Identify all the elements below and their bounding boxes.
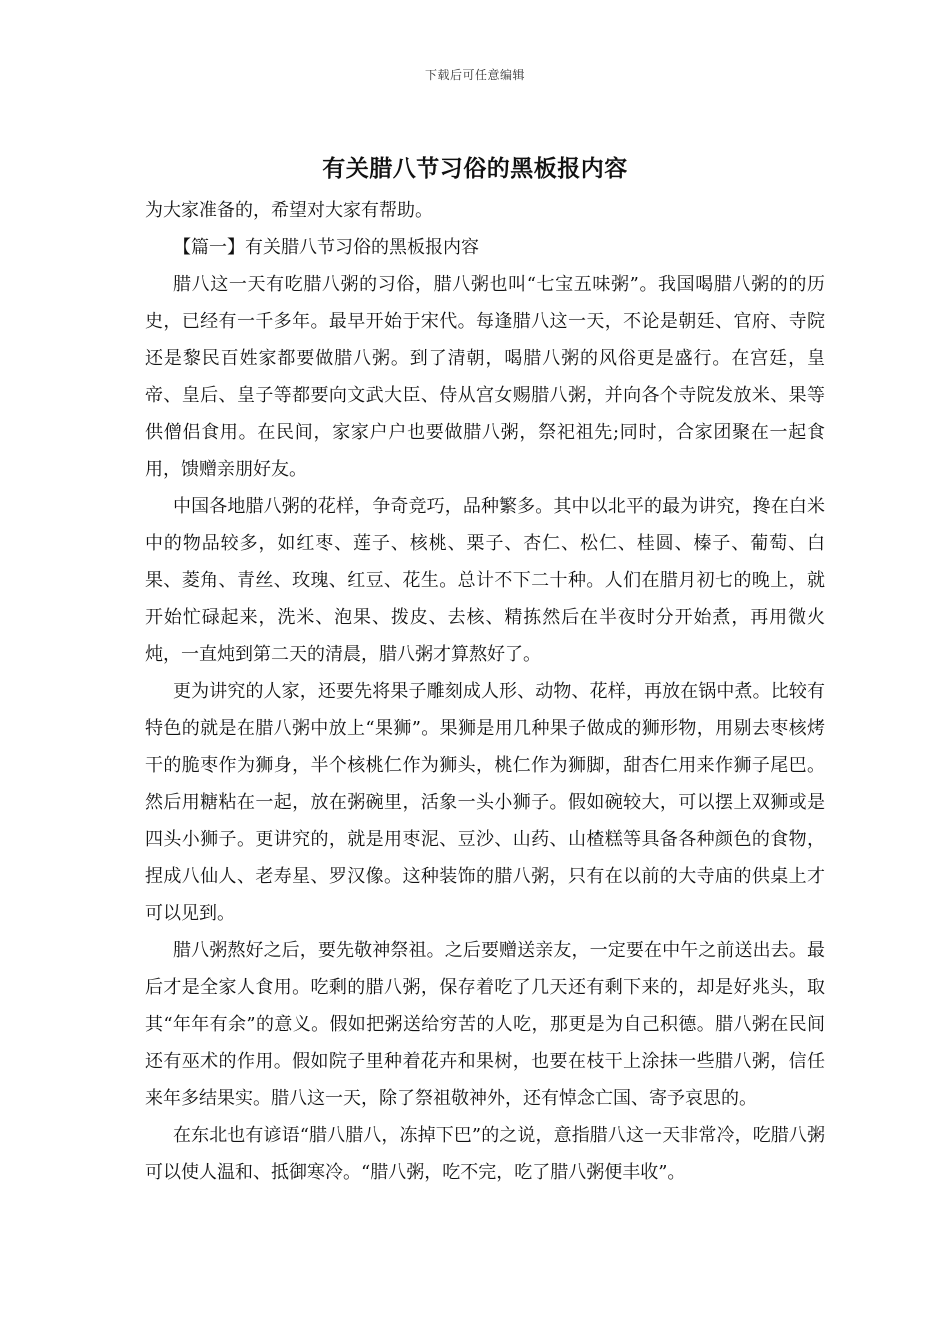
paragraph: 腊八这一天有吃腊八粥的习俗，腊八粥也叫“七宝五味粥”。我国喝腊八粥的的历史，已经有一千多年。最早开始于宋代。每逢腊八这一天，不论是朝廷、官府、寺院还是黎民百姓家都要做腊八粥。到了清朝，喝腊八粥的风俗更是盛行。在宫廷，皇帝、皇后、皇子等都要向文武大臣、侍从宫女赐腊八粥，并向各个寺院发放米、果等供僧侣食用。在民间，家家户户也要做腊八粥，祭祀祖先;同时，合家团聚在一起食用，馈赠亲朋好友。 <box>145 274 825 480</box>
paragraph: 腊八粥熬好之后，要先敬神祭祖。之后要赠送亲友，一定要在中午之前送出去。最后才是全家人食用。吃剩的腊八粥，保存着吃了几天还有剩下来的，却是好兆头，取其“年年有余”的意义。假如把粥送给穷苦的人吃，那更是为自己积德。腊八粥在民间还有巫术的作用。假如院子里种着花卉和果树，也要在枝干上涂抹一些腊八粥，信任来年多结果实。腊八这一天，除了祭祖敬神外，还有悼念亡国、寄予哀思的。 <box>145 940 825 1109</box>
paragraph: 更为讲究的人家，还要先将果子雕刻成人形、动物、花样，再放在锅中煮。比较有特色的就是在腊八粥中放上“果狮”。果狮是用几种果子做成的狮形物，用剔去枣核烤干的脆枣作为狮身，半个核桃仁作为狮头，桃仁作为狮脚，甜杏仁用来作狮子尾巴。然后用糖粘在一起，放在粥碗里，活象一头小狮子。假如碗较大，可以摆上双狮或是四头小狮子。更讲究的，就是用枣泥、豆沙、山药、山楂糕等具备各种颜色的食物，捏成八仙人、老寿星、罗汉像。这种装饰的腊八粥，只有在以前的大寺庙的供桌上才可以见到。 <box>145 681 825 924</box>
section-heading: 【篇一】有关腊八节习俗的黑板报内容 <box>173 237 479 258</box>
paragraph: 在东北也有谚语“腊八腊八，冻掉下巴”的之说，意指腊八这一天非常冷，吃腊八粥可以使人温和、抵御寒冷。“腊八粥，吃不完，吃了腊八粥便丰收”。 <box>145 1125 825 1183</box>
document-title: 有关腊八节习俗的黑板报内容 <box>322 155 628 182</box>
document-body <box>145 192 825 1191</box>
intro-text: 为大家准备的，希望对大家有帮助。 <box>145 200 433 221</box>
header-note: 下载后可任意编辑 <box>424 68 525 82</box>
paragraph: 中国各地腊八粥的花样，争奇竞巧，品种繁多。其中以北平的最为讲究，搀在白米中的物品较多，如红枣、莲子、核桃、栗子、杏仁、松仁、桂圆、榛子、葡萄、白果、菱角、青丝、玫瑰、红豆、花生。总计不下二十种。人们在腊月初七的晚上，就开始忙碌起来，洗米、泡果、拨皮、去核、精拣然后在半夜时分开始煮，再用微火炖，一直炖到第二天的清晨，腊八粥才算熬好了。 <box>145 496 825 665</box>
